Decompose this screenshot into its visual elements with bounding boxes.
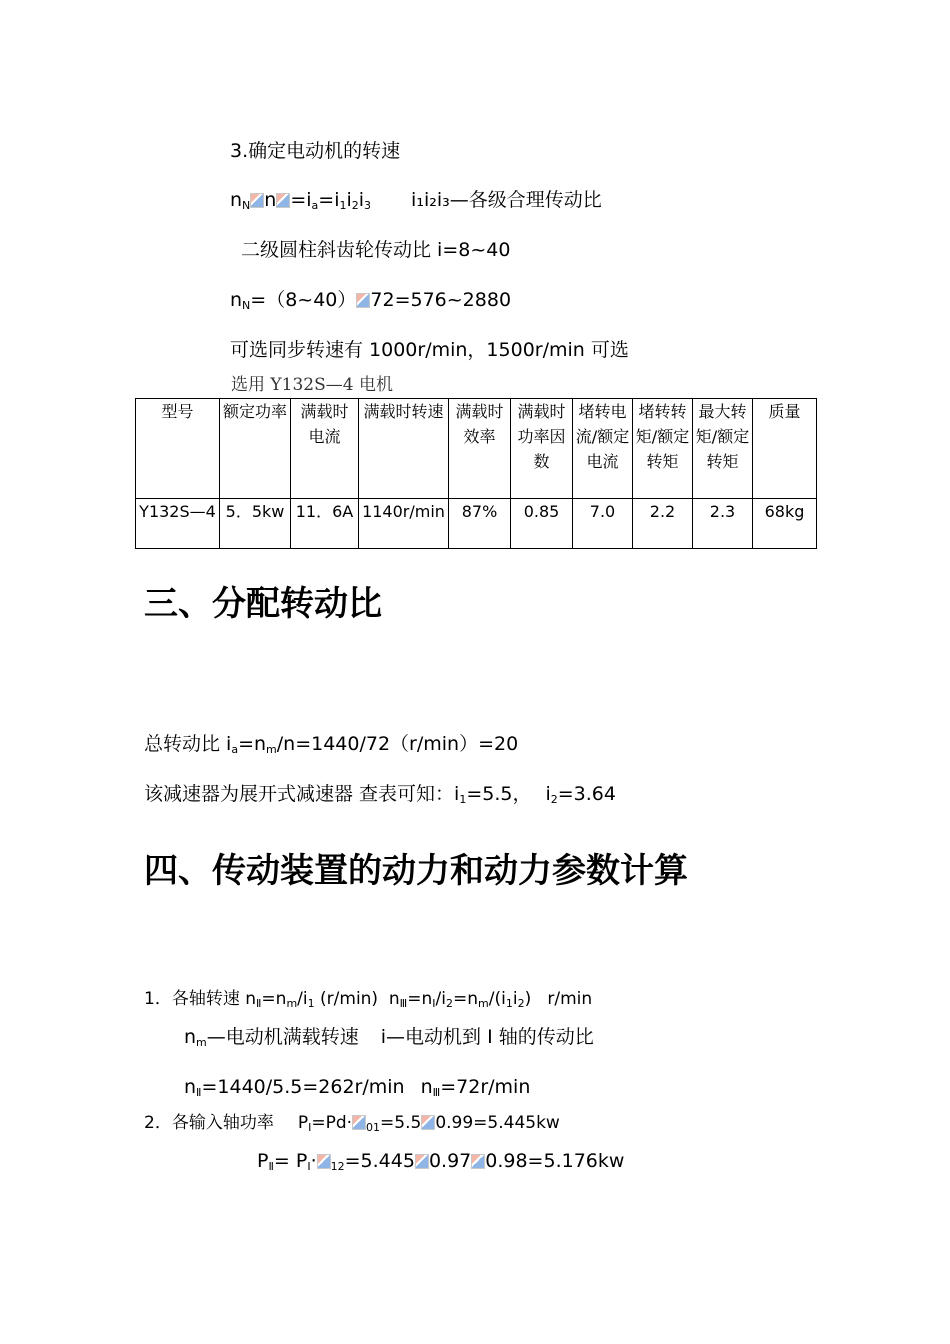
table-header-cell: 型号 — [136, 399, 220, 499]
pII-b: 0.97 — [428, 1150, 472, 1172]
section-heading-4: 四、传动装置的动力和动力参数计算 — [144, 851, 688, 891]
efficiency-symbol-icon — [317, 1154, 331, 1169]
multiply-symbol-icon — [471, 1154, 485, 1169]
speed-formula: $n_N$ $n =i_a=i_1i_2i_3$ i₁i₂i₃—各级合理传动比 — [230, 189, 602, 212]
i1-value: =5.5， — [466, 783, 532, 805]
motor-choice: 选用 Y132S—4 电机 — [231, 375, 393, 395]
shaft-speed-values: $n_Ⅱ=1440/5.5=262r/\min$ $n_Ⅲ=72r/\min$ — [184, 1076, 531, 1099]
reducer-ratios: 该减速器为展开式减速器 查表可知：$i_1=5.5$， $i_2=3.64$ — [144, 783, 616, 806]
formula-symbol-icon — [250, 193, 264, 208]
nIII-value: =72r/min — [440, 1076, 531, 1098]
pII-a: =5.445 — [344, 1150, 415, 1172]
section-heading-3: 三、分配转动比 — [144, 584, 382, 624]
shaft-speed-line: 1．各轴转速 $n_Ⅱ=n_m/i_1$ (r/min) $n_Ⅲ=n_Ⅰ/i_2=n_m/(i_1i_2)$ r/min — [144, 989, 593, 1010]
selectable-speeds: 可选同步转速有 1000r/min，1500r/min 可选 — [230, 339, 629, 361]
table-header-row — [136, 399, 817, 499]
total-ratio-tail: /n=1440/72（r/min）=20 — [276, 733, 519, 755]
table-cell: 5．5kw — [220, 499, 291, 549]
nN-value: 72=576~2880 — [370, 289, 512, 311]
reducer-text: 该减速器为展开式减速器 查表可知：i — [144, 783, 460, 805]
table-cell: Y132S—4 — [136, 499, 220, 549]
table-cell: 68kg — [753, 499, 817, 549]
table-header-cell: 额定功率 — [220, 399, 291, 499]
pII-c: 0.98=5.176kw — [485, 1150, 625, 1172]
table-row — [136, 499, 817, 549]
multiply-symbol-icon — [421, 1115, 435, 1130]
table-header-cell: 堵转转矩/额定转矩 — [633, 399, 693, 499]
nN-calculation: $n_N=(8\sim 40)$ 72=576~2880 — [230, 289, 512, 312]
table-cell: 87% — [449, 499, 511, 549]
table-header-cell: 满载时效率 — [449, 399, 511, 499]
nm-note: —电动机满载转速 — [206, 1026, 359, 1048]
i2-value: =3.64 — [557, 783, 616, 805]
step-title: 3.确定电动机的转速 — [230, 140, 401, 162]
i-note: i—电动机到 I 轴的传动比 — [380, 1026, 594, 1048]
motor-spec-table — [135, 398, 817, 549]
pI-end: 0.99=5.445kw — [435, 1113, 560, 1133]
table-header-cell: 质量 — [753, 399, 817, 499]
table-header-cell: 满载时电流 — [291, 399, 359, 499]
table-cell: 1140r/min — [359, 499, 449, 549]
table-cell: 2.3 — [693, 499, 753, 549]
power-line-2: $P_Ⅱ= P_Ⅰ\cdot _{12}=5.445$ 0.97 0.98=5.176kw — [257, 1150, 625, 1173]
efficiency-symbol-icon — [352, 1115, 366, 1130]
total-ratio: 总转动比 $i_a=n_m/n=1440/72(r/\min)=20$ — [144, 733, 519, 756]
table-header-cell: 堵转电流/额定电流 — [573, 399, 633, 499]
power-line-1: 2．各输入轴功率 $P_Ⅰ=Pd\cdot _{01}=5.5$ 0.99=5.445kw — [144, 1113, 560, 1134]
power-label: 2．各输入轴功率 — [144, 1113, 274, 1133]
table-cell: 2.2 — [633, 499, 693, 549]
nII-value: =1440/5.5=262r/min — [201, 1076, 405, 1098]
table-cell: 11．6A — [291, 499, 359, 549]
table-header-cell: 最大转矩/额定转矩 — [693, 399, 753, 499]
total-ratio-mid: =n — [238, 733, 267, 755]
total-ratio-prefix: 总转动比 i — [144, 733, 232, 755]
ratio-range: 二级圆柱斜齿轮传动比 i=8~40 — [241, 239, 511, 261]
formula-note: i₁i₂i₃—各级合理传动比 — [411, 189, 602, 211]
formula-symbol-icon — [356, 293, 370, 308]
table-header-cell: 满载时功率因数 — [511, 399, 573, 499]
nm-note-line: $n_m—$电动机满载转速 i—电动机到 I 轴的传动比 — [184, 1026, 594, 1049]
table-header-cell: 满载时转速 — [359, 399, 449, 499]
multiply-symbol-icon — [415, 1154, 429, 1169]
pI-tail: =5.5 — [380, 1113, 422, 1133]
table-cell: 0.85 — [511, 499, 573, 549]
formula-symbol-icon — [276, 193, 290, 208]
shaft-speed-label: 1．各轴转速 n — [144, 989, 256, 1009]
table-cell: 7.0 — [573, 499, 633, 549]
